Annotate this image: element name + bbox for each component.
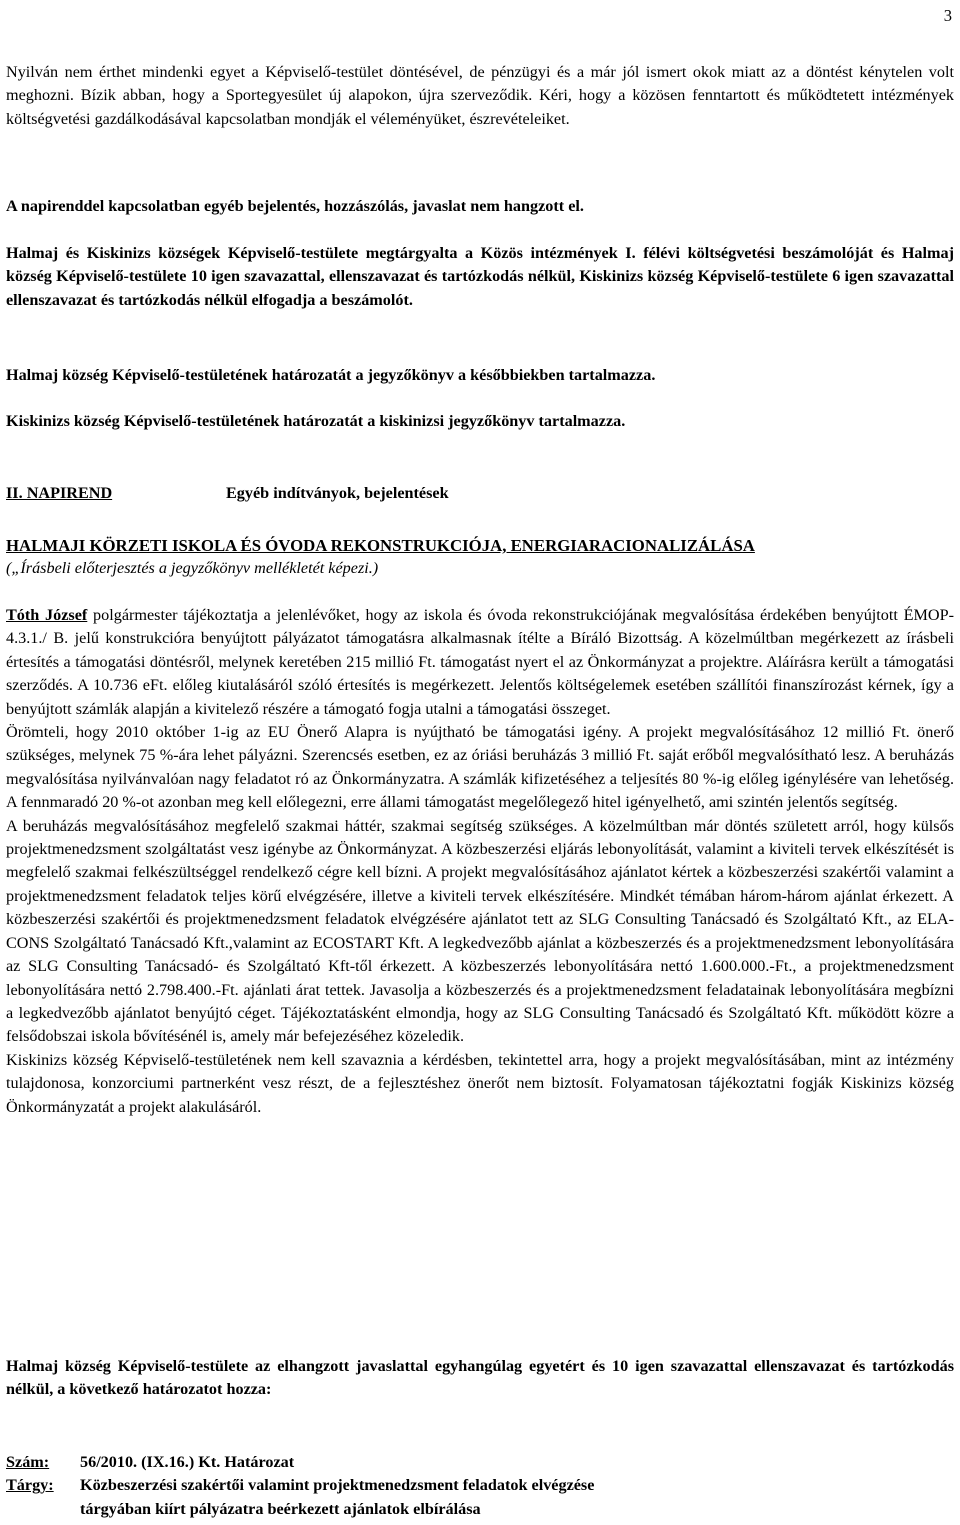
- resolution-subject-row: [6, 1474, 954, 1521]
- body-text: [6, 604, 954, 1119]
- attachment-note: („Írásbeli előterjesztés a jegyzőkönyv mellékletét képezi.): [6, 559, 379, 578]
- body-paragraph-4: Kiskinizs község Képviselő-testületének nem kell szavaznia a kérdésben, tekintettel arra, hogy a projekt megvalósításában, mint az intézmény tulajdonosa, konzorciumi partnerként vesz részt, de a fejlesztéshez önerőt nem biztosít. Folyamatosan tájékoztatni fogják Kiskinizs község Önkormányzatát a projekt alakulásáról.: [6, 1050, 954, 1116]
- resolution-subject-label: Tárgy:: [6, 1476, 54, 1495]
- intro-paragraph: Nyilván nem érthet mindenki egyet a Képviselő-testület döntésével, de pénzügyi és a már jól ismert okok miatt az a döntést kénytelen volt meghozni. Bízik abban, hogy a Sportegyesület új alapokon, újra szerveződik. Kéri, hogy a közösen fenntartott és működtetett intézmények költségvetési gazdálkodásával kapcsolatban mondják el véleményüket, észrevételeiket.: [6, 63, 954, 128]
- decision-paragraph: Halmaj és Kiskinizs községek Képviselő-testülete megtárgyalta a Közös intézmények I. félévi költségvetési beszámolóját és Halmaj község Képviselő-testülete 10 igen szavazattal, ellenszavazat és tartózkodás nélkül, Kiskinizs község Képviselő-testülete 6 igen szavazattal ellenszavazat és tartózkodás nélkül elfogadja a beszámolót.: [6, 244, 954, 309]
- resolution-number-label: Szám:: [6, 1453, 50, 1471]
- body-paragraph-3: A beruházás megvalósításához megfelelő szakmai háttér, szakmai segítség szükséges. A közelmúltban már döntés született arról, hogy külsős projektmenedzsment szolgáltatást vesz igénybe az Önkormányzat. A közbeszerzési eljárás lebonyolítását, valamint a kiviteli tervek elkészítését is megfelelő szakmai felkészültséggel rendelkező cégre kell bízni. A projekt megvalósításához ajánlatot kértek a közbeszerzési szakértői valamint a projektmenedzsment feladatok teljes körű elvégzésére, illetve a kiviteli tervek elkészítésére. Mindkét témában három-három ajánlat érkezett. A közbeszerzési szakértői és projektmenedzsment feladatok elvégzésére ajánlatot tett az SLG Consulting Tanácsadó és Szolgáltató Kft., az ELA-CONS Szolgáltató Tanácsadó Kft.,valamint az ECOSTART Kft. A legkedvezőbb ajánlat a közbeszerzés és a projektmenedzsment lebonyolítására az SLG Consulting Tanácsadó- és Szolgáltató Kft-től érkezett. A közbeszerzés lebonyolítására nettó 1.600.000.-Ft., a projektmenedzsment lebonyolítására nettó 2.798.400.-Ft. ajánlati árat tettek. Javasolja a közbeszerzés és a projektmenedzsment feladatainak lebonyolítására megbízni a legkedvezőbb ajánlatot benyújtó céget. Tájékoztatásként elmondja, hogy az SLG Consulting Tanácsadó és Szolgáltató Kft. működött közre a felsődobszai iskola bővítésénél is, amely már befejezéséhez közeledik.: [6, 816, 954, 1046]
- agenda-heading: [6, 482, 954, 505]
- vote-paragraph: Halmaj község Képviselő-testülete az elhangzott javaslattal egyhangúlag egyetért és 10 igen szavazattal ellenszavazat és tartózkodás nélkül, a következő határozatot hozza:: [6, 1357, 954, 1399]
- resolution-number-value: 56/2010. (IX.16.) Kt. Határozat: [80, 1453, 295, 1471]
- halmaj-resolution-note: Halmaj község Képviselő-testületének határozatát a jegyzőkönyv a későbbiekben tartalmazza.: [6, 366, 656, 384]
- kiskinizs-resolution-note: Kiskinizs község Képviselő-testületének határozatát a kiskinizsi jegyzőkönyv tartalmazza.: [6, 412, 626, 430]
- body-paragraph-1-text: polgármester tájékoztatja a jelenlévőket, hogy az iskola és óvoda rekonstrukciójának megvalósítása érdekében benyújtott ÉMOP-4.3.1./ B. jelű konstrukcióra benyújtott pályázatot támogatásra alkalmasnak ítélte a Bíráló Bizottság. A közelmúltban megérkezett az írásbeli értesítés a támogatási döntésről, melynek keretében 215 millió Ft. támogatást nyert el az Önkormányzat a projektre. Aláírásra került a támogatási szerződés. A 10.736 eFt. előleg kiutalásáról szóló értesítés is megérkezett. Jelentős költségelemek esetében szállítói finanszírozást kérnek, így a benyújtott számlák alapján a kivitelező részére a támogató fogja utalni a támogatási összeget.: [6, 606, 955, 718]
- resolution-number-row: [6, 1451, 954, 1474]
- agenda-number: II. NAPIREND: [6, 484, 113, 502]
- body-paragraph-1: [6, 604, 954, 721]
- page-number: 3: [943, 6, 952, 25]
- resolution-block: [6, 1451, 954, 1521]
- section-title: HALMAJI KÖRZETI ISKOLA ÉS ÓVODA REKONSTRUKCIÓJA, ENERGIARACIONALIZÁLÁSA: [6, 536, 755, 555]
- agenda-title: Egyéb indítványok, bejelentések: [226, 484, 449, 502]
- resolution-subject-value: Közbeszerzési szakértői valamint projektmenedzsment feladatok elvégzése tárgyában kiírt pályázatra beérkezett ajánlatok elbírálása: [80, 1476, 595, 1518]
- section-heading: [6, 534, 954, 581]
- body-paragraph-2: Örömteli, hogy 2010 október 1-ig az EU Önerő Alapra is nyújtható be támogatási igény. A projekt megvalósításához 12 millió Ft. önerő szükséges, melynek 75 %-ára lehet pályázni. Szerencsés esetben, ez az óriási beruházás 3 millió Ft. saját erőből megvalósítható lesz. A beruházás megvalósítása nyilvánvalóan nagy feladatot ró az Önkormányzatra. A számlák kifizetéséhez a teljesítés 80 %-ig előleg igénylésére van lehetőség. A fennmaradó 20 %-ot azonban meg kell előlegezni, erre állami támogatást megelőlegező hitel igényelhető, ami szintén jelentős segítség.: [6, 723, 954, 812]
- speaker-name: Tóth József: [6, 606, 88, 624]
- no-comment-line: A napirenddel kapcsolatban egyéb bejelentés, hozzászólás, javaslat nem hangzott el.: [6, 197, 584, 215]
